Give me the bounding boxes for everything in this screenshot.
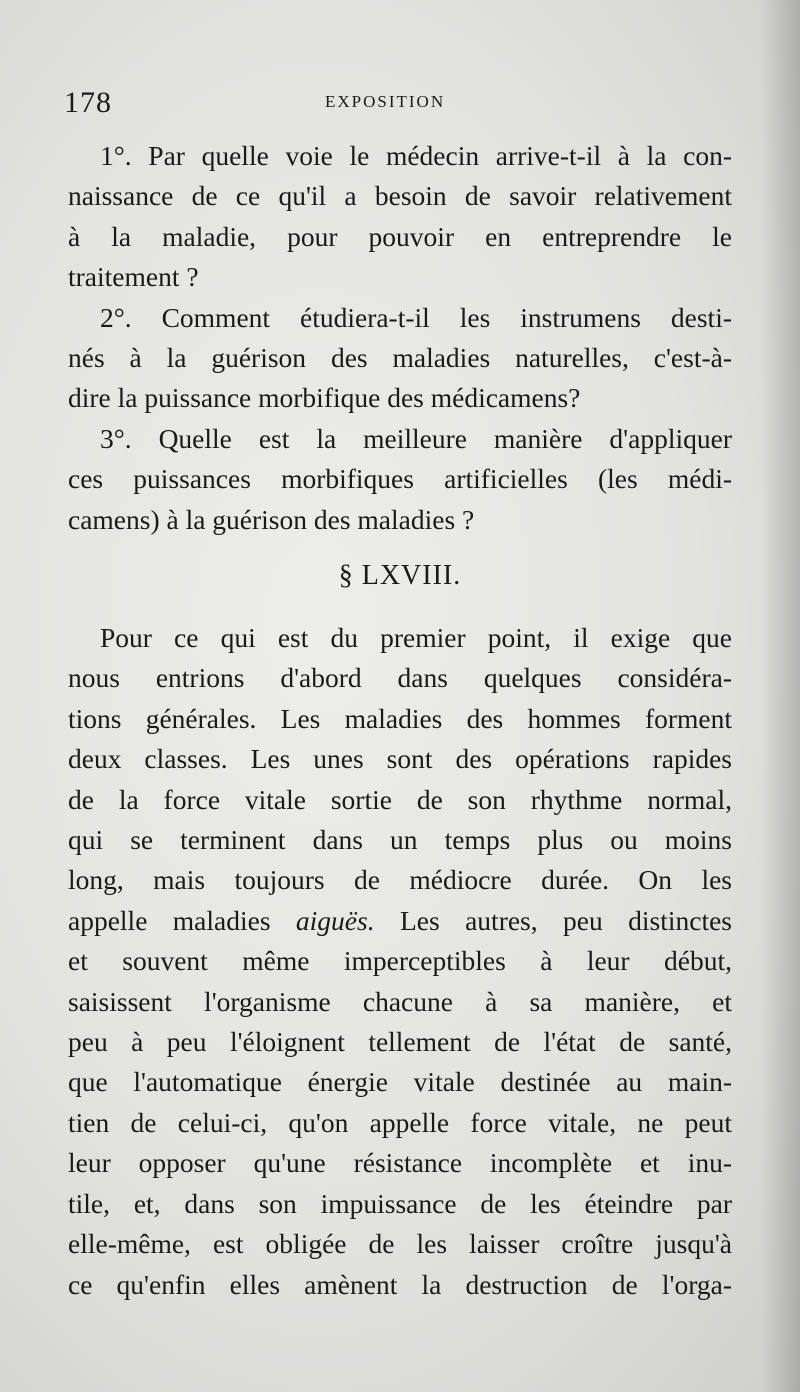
section-heading: § LXVIII. (338, 560, 462, 591)
text-line: peu à peu l'éloignent tellement de l'état de santé, (68, 1026, 732, 1058)
text-line: saisissent l'organisme chacune à sa manière, et (68, 985, 732, 1017)
text-line: camens) à la guérison des maladies ? (68, 503, 475, 535)
text-line: tions générales. Les maladies des hommes forment (68, 702, 732, 734)
text-line: à la maladie, pour pouvoir en entreprendre le (68, 220, 732, 252)
text-line: et souvent même imperceptibles à leur début, (68, 945, 732, 977)
text-line: tien de celui-ci, qu'on appelle force vitale, ne peut (68, 1106, 732, 1138)
text-line: 2°. Comment étudiera-t-il les instrumens desti- (100, 301, 732, 333)
running-title: EXPOSITION (325, 92, 446, 111)
text-line: nés à la guérison des maladies naturelles, c'est-à- (68, 342, 732, 374)
text-line: que l'automatique énergie vitale destinée au main- (68, 1066, 732, 1098)
page-edge-shadow (760, 0, 800, 1392)
italic-term: aiguës. (295, 904, 375, 936)
page-header (0, 86, 800, 126)
text-line: naissance de ce qu'il a besoin de savoir relativement (68, 180, 732, 212)
text-line: ce qu'enfin elles amènent la destruction de l'orga- (68, 1268, 732, 1300)
text-line: deux classes. Les unes sont des opérations rapides (68, 743, 732, 775)
text-line: leur opposer qu'une résistance incomplète et inu- (68, 1147, 732, 1179)
text-line: long, mais toujours de médiocre durée. On les (68, 864, 732, 896)
text-line: elle-même, est obligée de les laisser croître jusqu'à (68, 1228, 732, 1260)
text-line: traitement ? (68, 261, 199, 293)
text-line: ces puissances morbifiques artificielles (les médi- (68, 463, 732, 495)
text-line: Pour ce qui est du premier point, il exige que (100, 622, 732, 653)
text-line (68, 901, 732, 941)
text-line: 3°. Quelle est la meilleure manière d'appliquer (100, 422, 732, 454)
body-paragraph (68, 618, 732, 1305)
text-fragment: Les autres, peu distinctes (400, 904, 732, 936)
text-line: 1°. Par quelle voie le médecin arrive-t-il à la con- (100, 140, 732, 171)
text-line: de la force vitale sortie de son rhythme normal, (68, 783, 732, 815)
text-fragment: appelle maladies (68, 904, 271, 936)
text-line: tile, et, dans son impuissance de les éteindre par (68, 1187, 732, 1219)
page-number: 178 (64, 86, 112, 119)
questions-block (68, 136, 732, 540)
text-line: nous entrions d'abord dans quelques considéra- (68, 662, 732, 694)
text-line: qui se terminent dans un temps plus ou moins (68, 824, 732, 856)
text-line: dire la puissance morbifique des médicamens? (68, 382, 581, 414)
